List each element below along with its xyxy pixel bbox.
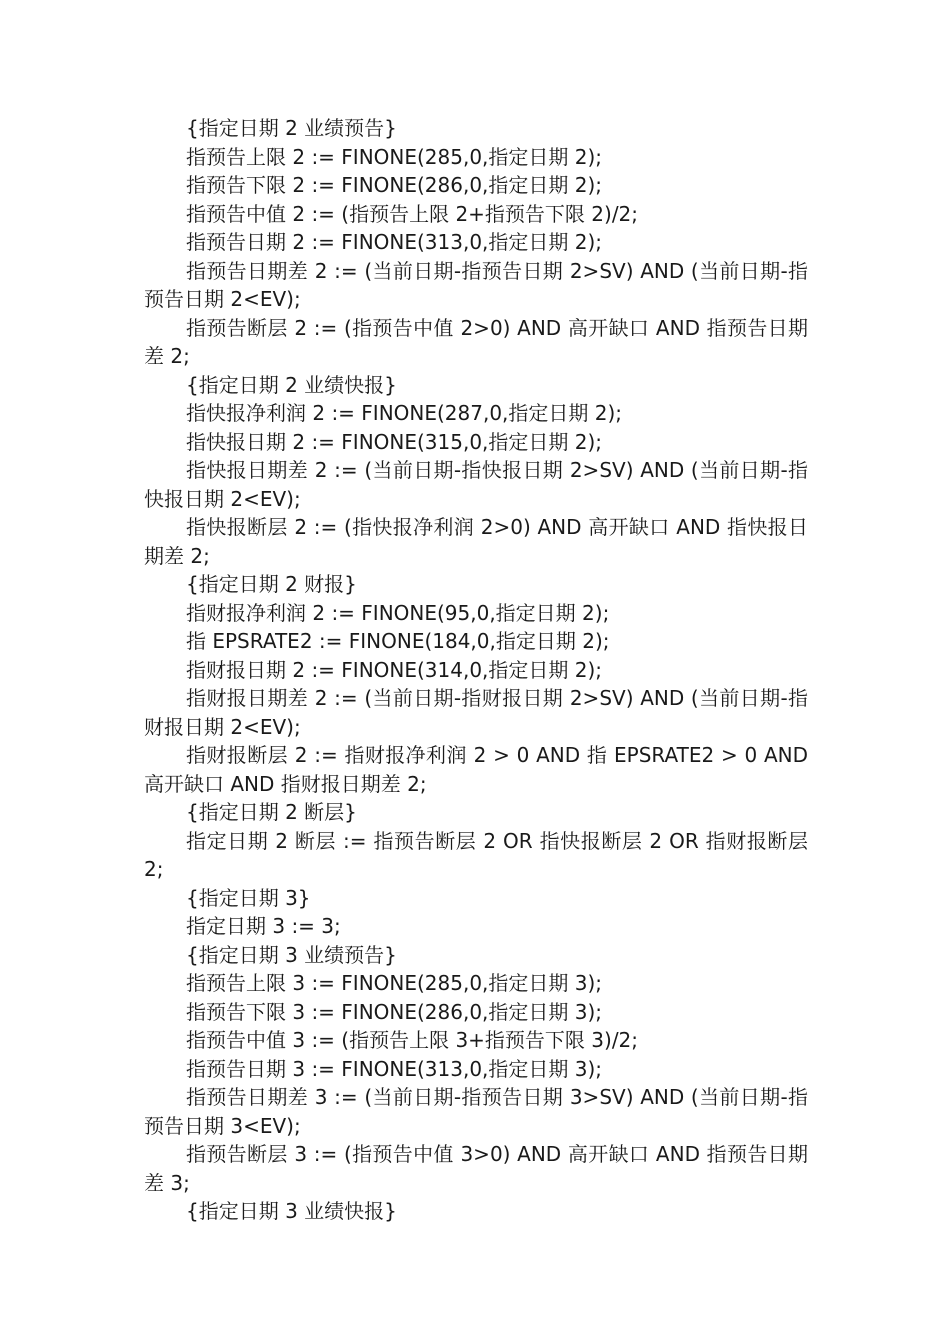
section-comment: {指定日期 3 业绩快报} xyxy=(186,1199,397,1223)
code-line: 指预告下限 2 := FINONE(286,0,指定日期 2); xyxy=(186,173,603,197)
code-line: 指预告日期 3 := FINONE(313,0,指定日期 3); xyxy=(186,1056,603,1081)
code-line: 指预告断层 3 := (指预告中值 3>0) AND 高开缺口 AND 指预告日期差 3; xyxy=(144,1142,808,1195)
formula-code-text xyxy=(144,114,808,1226)
section-comment: {指定日期 3} xyxy=(186,885,311,910)
code-line: 指定日期 2 断层 := 指预告断层 2 OR 指快报断层 2 OR 指财报断层 2; xyxy=(144,828,808,881)
code-line: 指预告日期差 2 := (当前日期-指预告日期 2>SV) AND (当前日期-指预告日期 2<EV); xyxy=(144,258,808,311)
code-line: 指快报日期差 2 := (当前日期-指快报日期 2>SV) AND (当前日期-指快报日期 2<EV); xyxy=(144,458,808,511)
code-line: 指预告上限 3 := FINONE(285,0,指定日期 3); xyxy=(186,971,603,995)
code-line: 指快报断层 2 := (指快报净利润 2>0) AND 高开缺口 AND 指快报日期差 2; xyxy=(144,515,808,568)
section-comment: {指定日期 2 财报} xyxy=(186,572,357,596)
code-line: 指定日期 3 := 3; xyxy=(186,914,341,938)
code-line: 指快报日期 2 := FINONE(315,0,指定日期 2); xyxy=(186,429,603,454)
section-comment: {指定日期 2 业绩快报} xyxy=(186,372,397,397)
section-comment: {指定日期 3 业绩预告} xyxy=(186,942,397,967)
section-comment: {指定日期 2 断层} xyxy=(186,800,357,824)
code-line: 指财报净利润 2 := FINONE(95,0,指定日期 2); xyxy=(186,600,610,625)
code-line: 指预告上限 2 := FINONE(285,0,指定日期 2); xyxy=(186,144,603,169)
code-line: 指预告日期差 3 := (当前日期-指预告日期 3>SV) AND (当前日期-指预告日期 3<EV); xyxy=(144,1085,808,1138)
code-line: 指预告下限 3 := FINONE(286,0,指定日期 3); xyxy=(186,999,603,1024)
code-line: 指预告中值 3 := (指预告上限 3+指预告下限 3)/2; xyxy=(186,1028,639,1052)
code-line: 指财报日期差 2 := (当前日期-指财报日期 2>SV) AND (当前日期-指财报日期 2<EV); xyxy=(144,686,808,739)
code-line: 指 EPSRATE2 := FINONE(184,0,指定日期 2); xyxy=(186,629,610,653)
code-line: 指快报净利润 2 := FINONE(287,0,指定日期 2); xyxy=(186,401,623,425)
code-line: 指预告断层 2 := (指预告中值 2>0) AND 高开缺口 AND 指预告日期差 2; xyxy=(144,315,808,368)
code-line: 指财报日期 2 := FINONE(314,0,指定日期 2); xyxy=(186,657,603,682)
code-line: 指预告中值 2 := (指预告上限 2+指预告下限 2)/2; xyxy=(186,201,639,226)
section-comment: {指定日期 2 业绩预告} xyxy=(186,116,397,140)
code-line: 指预告日期 2 := FINONE(313,0,指定日期 2); xyxy=(186,230,603,254)
code-line: 指财报断层 2 := 指财报净利润 2 > 0 AND 指 EPSRATE2 > 0 AND 高开缺口 AND 指财报日期差 2; xyxy=(144,743,808,796)
